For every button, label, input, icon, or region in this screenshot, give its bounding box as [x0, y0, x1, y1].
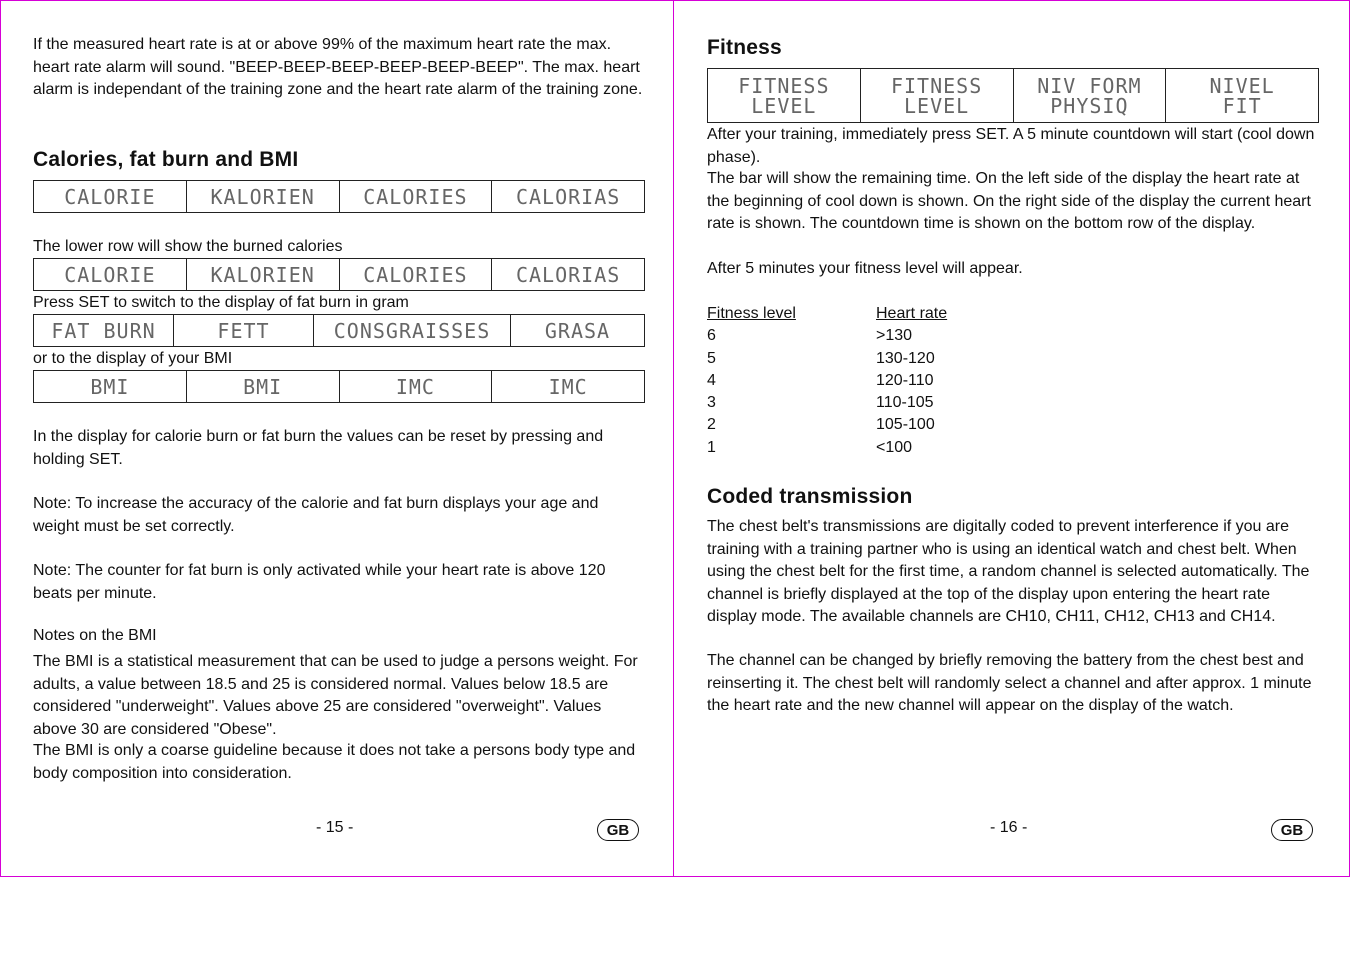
lcd-cell: CALORIAS	[492, 259, 645, 291]
bmi-paragraph-2: The BMI is only a coarse guideline because it does not take a persons body type and body composition into consideration.	[33, 742, 636, 782]
lcd-cell: FETT	[174, 315, 314, 347]
table-row: 6 >130	[707, 327, 913, 345]
lcd-cell: CALORIES	[339, 259, 492, 291]
lcd-cell: BMI	[186, 371, 339, 403]
lcd-bmi-table	[33, 370, 645, 403]
reset-paragraph: In the display for calorie burn or fat burn the values can be reset by pressing and holding SET.	[33, 428, 604, 468]
bar-paragraph: The bar will show the remaining time. On the left side of the display the heart rate at the beginning of cool down is shown. On the right side of the display the current heart rate is shown. The countdown time is shown on the bottom row of the display.	[707, 170, 1311, 232]
lcd-fitness-table	[707, 68, 1319, 123]
bmi-display-text: or to the display of your BMI	[33, 350, 233, 367]
page-number: - 15 -	[316, 819, 354, 836]
lcd-cell: KALORIEN	[186, 259, 339, 291]
note-accuracy: Note: To increase the accuracy of the calorie and fat burn displays your age and weight must be set correctly.	[33, 495, 599, 535]
intro-paragraph: If the measured heart rate is at or above 99% of the maximum heart rate the max. heart rate alarm will sound. "BEEP-BEEP-BEEP-BEEP-BEEP-BEEP". The max. heart alarm is independant of the training zone and the heart rate alarm of the training zone.	[33, 36, 643, 98]
lcd-cell: CALORIES	[339, 181, 492, 213]
lcd-calorie-table-2	[33, 258, 645, 291]
lcd-calorie-table-1	[33, 180, 645, 213]
lcd-cell: IMC	[492, 371, 645, 403]
fitness-level-table	[707, 303, 947, 459]
page-16	[707, 0, 1319, 875]
header-fitness-level: Fitness level	[707, 305, 796, 322]
table-row: 3 110-105	[707, 394, 934, 412]
lcd-cell: BMI	[34, 371, 187, 403]
coded-transmission-heading: Coded transmission	[707, 485, 913, 508]
lcd-cell: CALORIE	[34, 259, 187, 291]
lcd-cell: KALORIEN	[186, 181, 339, 213]
lcd-cell: FAT BURN	[34, 315, 174, 347]
gb-badge-icon: GB	[1271, 819, 1313, 841]
lower-row-text: The lower row will show the burned calories	[33, 238, 343, 255]
lcd-cell: FITNESS LEVEL	[860, 69, 1013, 123]
press-set-text: Press SET to switch to the display of fat burn in gram	[33, 294, 409, 311]
table-header-row	[707, 303, 947, 325]
lcd-cell: IMC	[339, 371, 492, 403]
lcd-cell: NIV FORM PHYSIQ	[1013, 69, 1166, 123]
page-number: - 16 -	[990, 819, 1028, 836]
coded-paragraph-2: The channel can be changed by briefly removing the battery from the chest best and reinserting it. The chest belt will randomly select a channel and after approx. 1 minute the heart rate and the new channel will appear on the display of the watch.	[707, 652, 1312, 714]
note-fatburn: Note: The counter for fat burn is only activated while your heart rate is above 120 beats per minute.	[33, 562, 606, 602]
gb-badge-icon: GB	[597, 819, 639, 841]
bmi-notes-heading: Notes on the BMI	[33, 627, 157, 644]
page-divider	[673, 0, 674, 877]
after-5-min-text: After 5 minutes your fitness level will appear.	[707, 260, 1023, 277]
lcd-cell: FITNESS LEVEL	[708, 69, 861, 123]
lcd-cell: CONSGRAISSES	[314, 315, 511, 347]
table-row: 5 130-120	[707, 349, 935, 367]
lcd-cell: GRASA	[511, 315, 645, 347]
calories-heading: Calories, fat burn and BMI	[33, 148, 299, 171]
header-heart-rate: Heart rate	[876, 305, 948, 322]
bmi-paragraph: The BMI is a statistical measurement that can be used to judge a persons weight. For adults, a value between 18.5 and 25 is considered normal. Values below 18.5 are considered "underweight". Values above 25 are considered "overweight". Values above 30 are considered "Obese".	[33, 653, 638, 738]
lcd-cell: CALORIE	[34, 181, 187, 213]
fitness-heading: Fitness	[707, 36, 782, 59]
table-row: 1 <100	[707, 438, 913, 456]
lcd-cell: CALORIAS	[492, 181, 645, 213]
page-15	[33, 0, 645, 875]
lcd-fatburn-table	[33, 314, 645, 347]
coded-paragraph-1: The chest belt's transmissions are digitally coded to prevent interference if you are training with a training partner who is using an identical watch and chest belt. When using the chest belt for the first time, a random channel is selected automatically. The channel is briefly displayed at the top of the display upon entering the heart rate display mode. The available channels are CH10, CH11, CH12, CH13 and CH14.	[707, 518, 1310, 625]
table-row: 2 105-100	[707, 416, 935, 434]
lcd-cell: NIVEL FIT	[1166, 69, 1319, 123]
table-row: 4 120-110	[707, 371, 934, 389]
after-training-paragraph: After your training, immediately press SET. A 5 minute countdown will start (cool down phase).	[707, 126, 1315, 166]
